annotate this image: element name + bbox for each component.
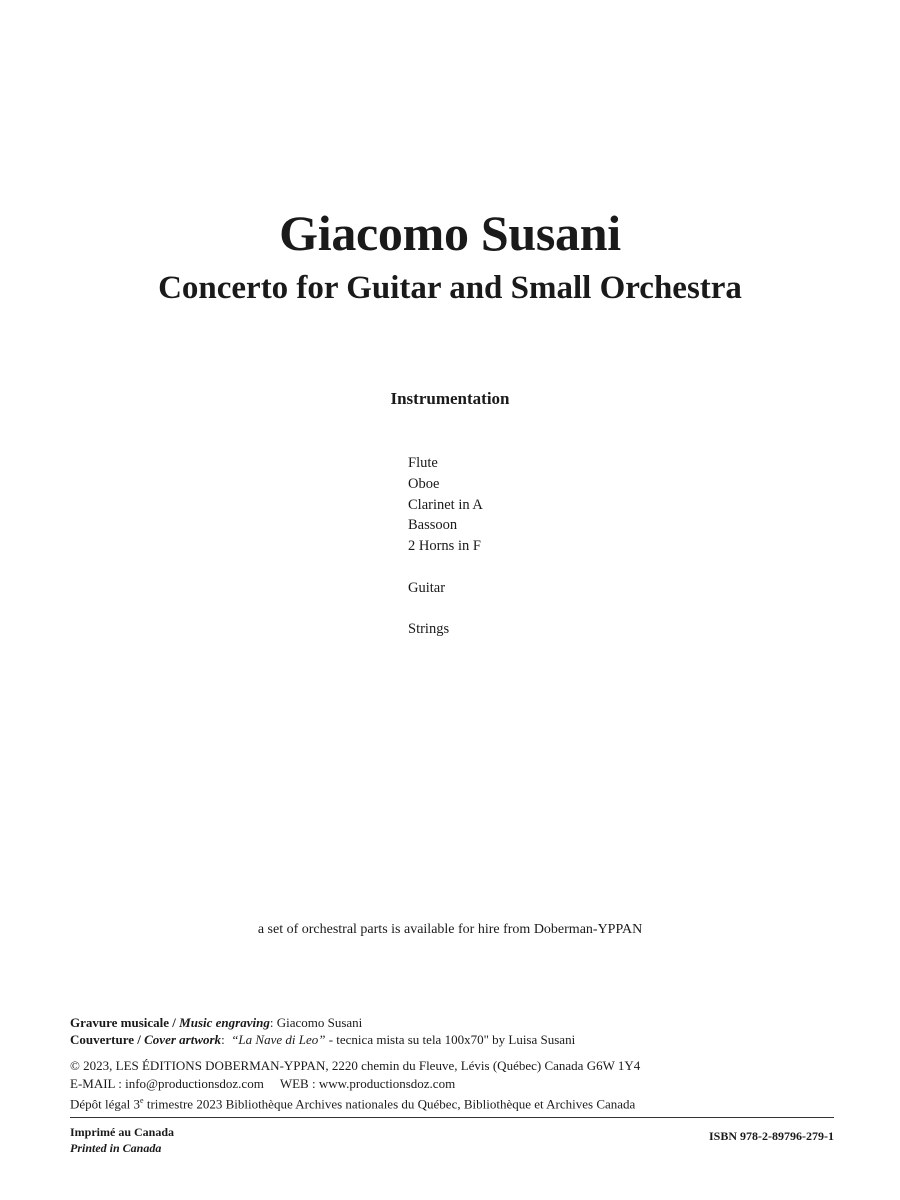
list-spacer (408, 557, 483, 578)
cover-rest: - tecnica mista su tela 100x70" by Luisa Susani (325, 1032, 576, 1047)
instrumentation-heading: Instrumentation (390, 389, 510, 408)
printed-fr: Imprimé au Canada (70, 1125, 175, 1139)
footer-divider (70, 1117, 834, 1118)
instrument-item: Flute (408, 455, 438, 471)
composer-name: Giacomo Susani (279, 205, 621, 261)
work-title: Concerto for Guitar and Small Orchestra (158, 270, 742, 306)
email-text: E-MAIL : info@productionsdoz.com (70, 1075, 264, 1091)
engraving-label-fr: Gravure musicale / (70, 1015, 176, 1030)
credits-block (70, 1014, 575, 1048)
engraving-value: : Giacomo Susani (269, 1015, 363, 1030)
instrument-item: Clarinet in A (408, 496, 483, 513)
instrument-item: Bassoon (408, 517, 458, 534)
copyright-line: © 2023, LES ÉDITIONS DOBERMAN-YPPAN, 2220 chemin du Fleuve, Lévis (Québec) Canada G6W 1Y4 (70, 1058, 641, 1073)
instrument-item: 2 Horns in F (408, 538, 481, 555)
contact-line (70, 1075, 640, 1093)
instrument-item-strings: Strings (408, 621, 450, 638)
cover-sep: : (221, 1032, 225, 1047)
cover-title: “La Nave di Leo” (231, 1032, 326, 1047)
engraving-label-en: Music engraving (179, 1015, 270, 1030)
instrument-item: Oboe (408, 475, 440, 492)
instrument-item-soloist: Guitar (408, 579, 446, 596)
engraving-credit (70, 1014, 575, 1031)
instrument-list (408, 453, 483, 640)
printed-in (70, 1124, 174, 1156)
legal-deposit-line: Dépôt légal 3e trimestre 2023 Bibliothèque Archives nationales du Québec, Bibliothèque et Archives Canada (70, 1096, 636, 1112)
cover-label-fr: Couverture / (70, 1032, 141, 1047)
printed-en: Printed in Canada (70, 1141, 162, 1155)
cover-credit (70, 1031, 575, 1048)
cover-label-en: Cover artwork (144, 1032, 222, 1047)
superscript: e (140, 1096, 144, 1105)
list-spacer (408, 599, 483, 620)
publisher-block (70, 1057, 640, 1113)
web-text: WEB : www.productionsdoz.com (279, 1075, 456, 1091)
isbn: ISBN 978-2-89796-279-1 (709, 1129, 834, 1143)
hire-note: a set of orchestral parts is available for hire from Doberman-YPPAN (257, 922, 643, 937)
